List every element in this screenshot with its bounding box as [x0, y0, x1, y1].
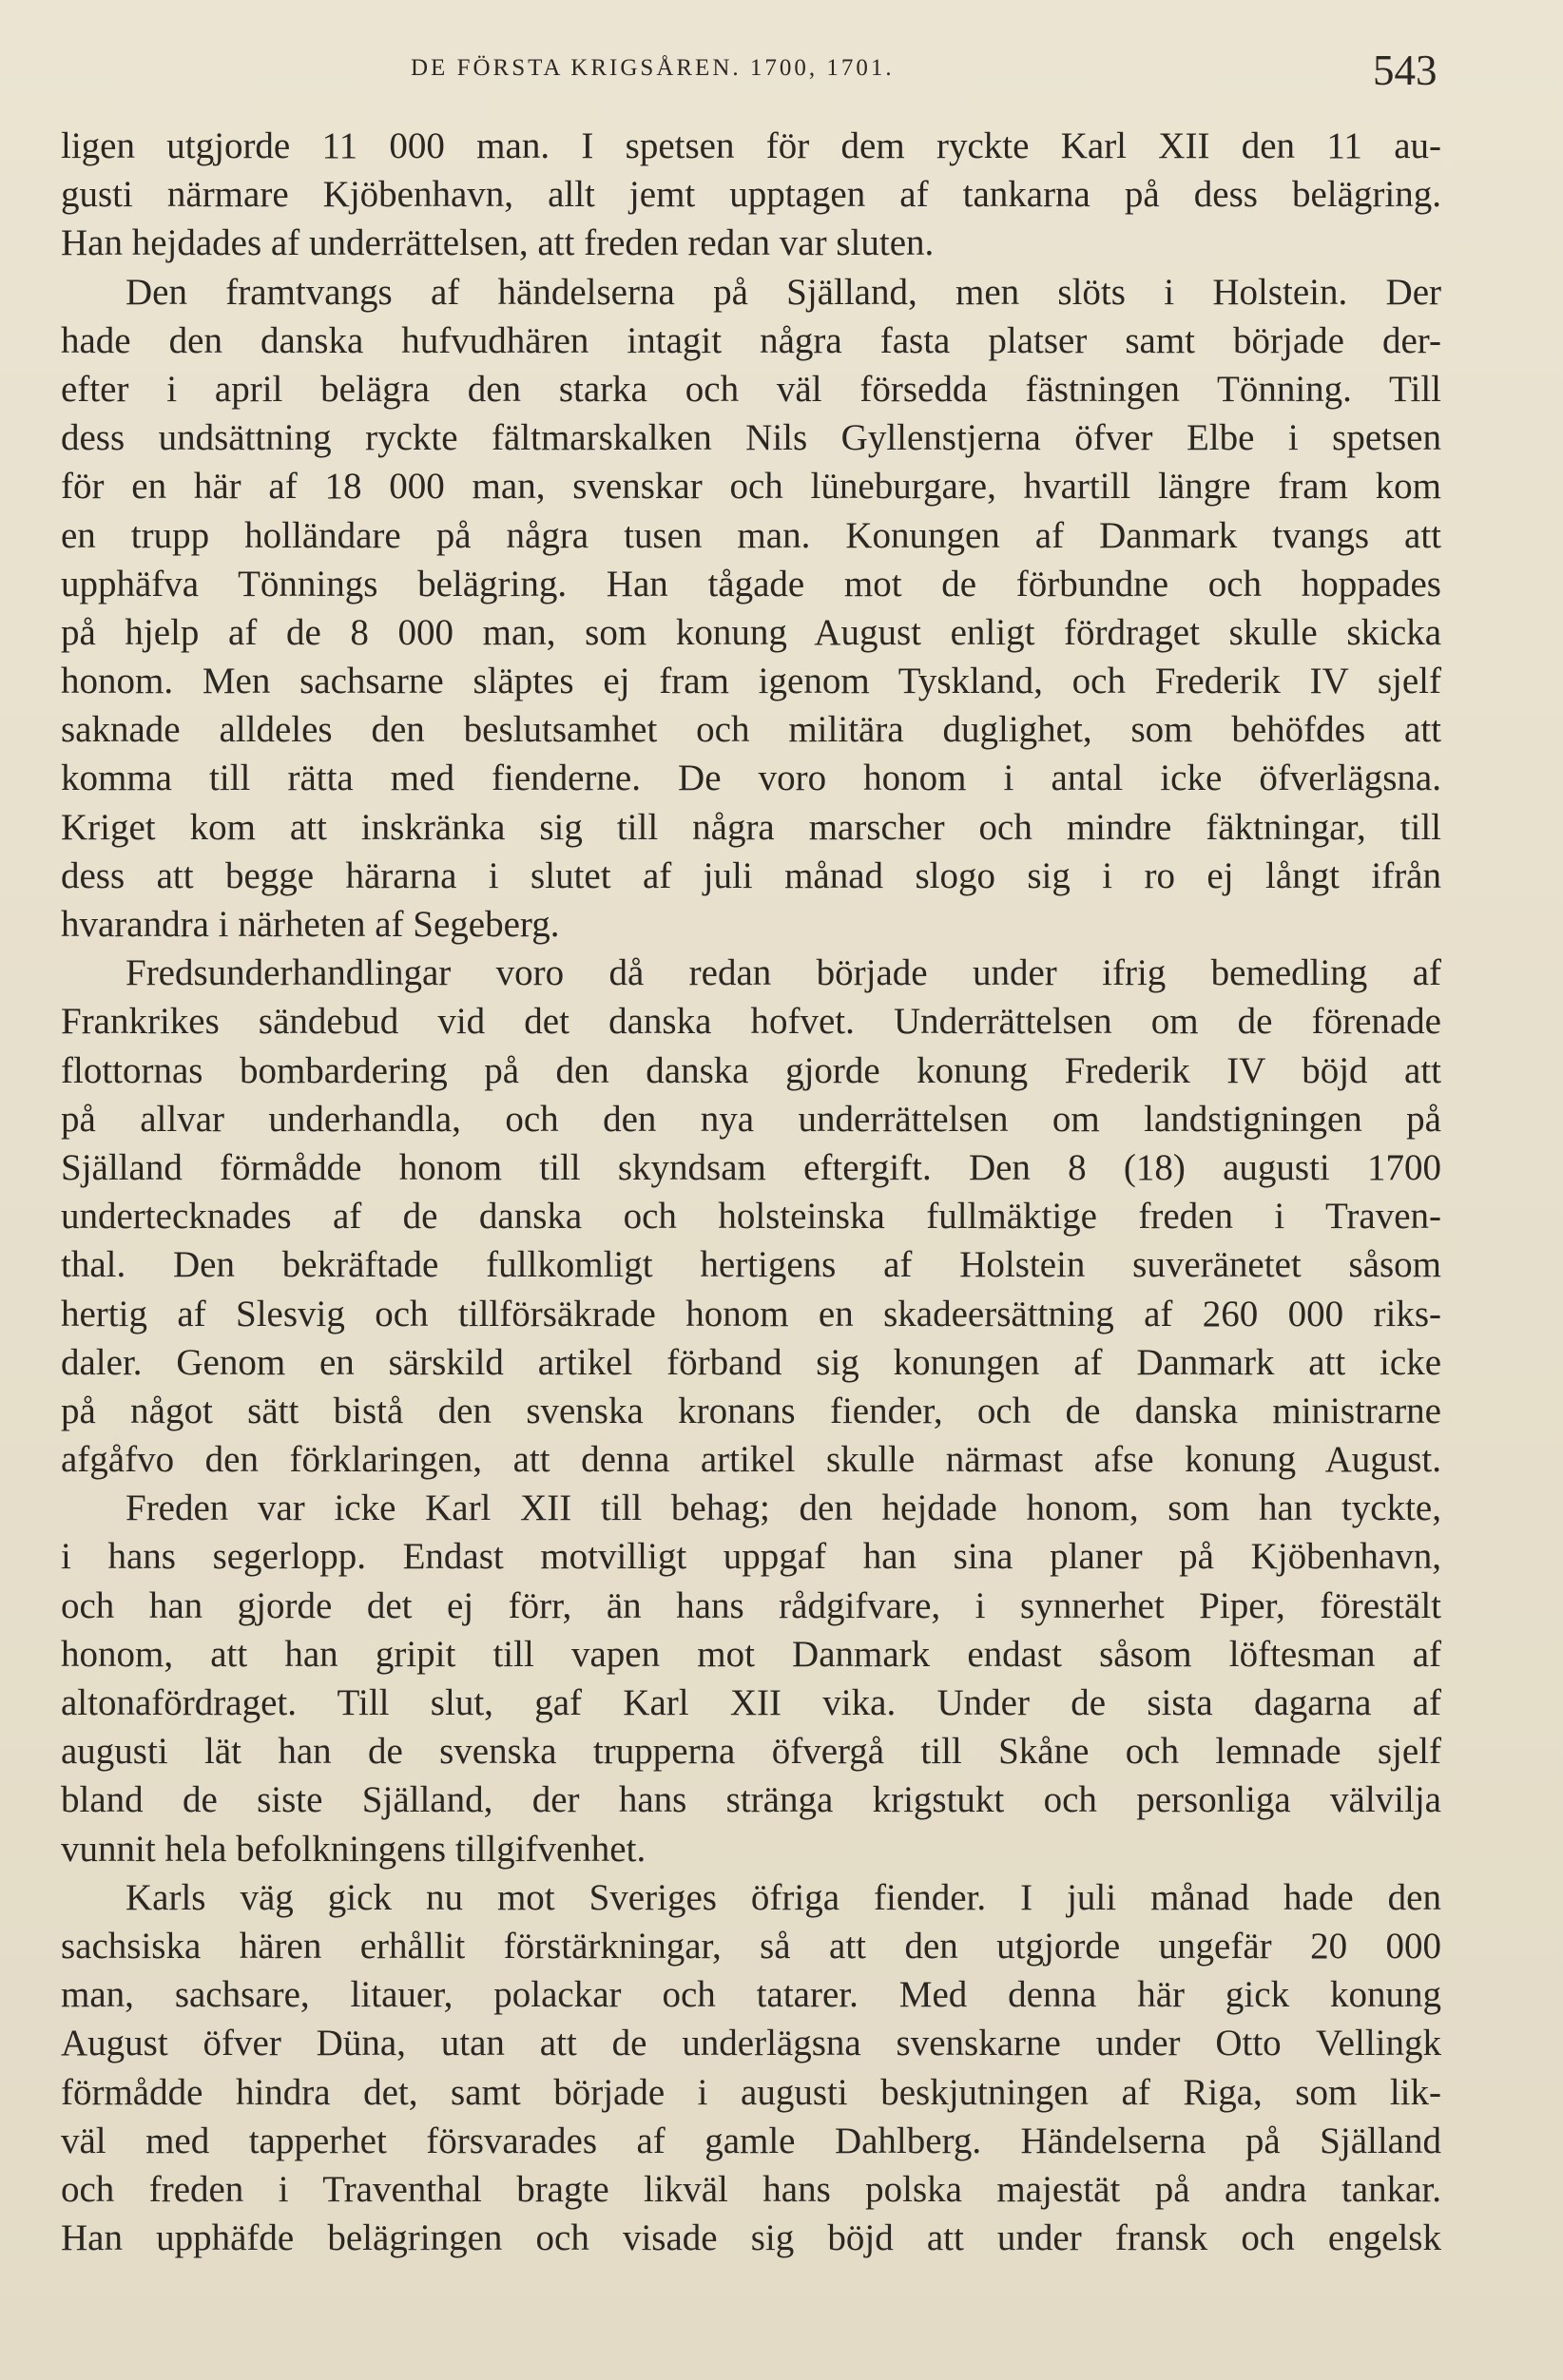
text-line: honom, att han gripit till vapen mot Danmark endast såsom löftesman af: [61, 1633, 1441, 1675]
text-line: sachsiska hären erhållit förstärkningar, så att den utgjorde ungefär 20 000: [61, 1925, 1441, 1967]
text-line: afgåfvo den förklaringen, att denna artikel skulle närmast afse konung August.: [61, 1439, 1441, 1481]
text-line: efter i april belägra den starka och väl försedda fästningen Tönning. Till: [61, 368, 1441, 410]
page-number: 543: [1373, 47, 1438, 94]
text-line: för en här af 18 000 man, svenskar och lüneburgare, hvartill längre fram kom: [61, 466, 1441, 508]
text-line: hade den danska hufvudhären intagit några fasta platser samt började der-: [61, 319, 1441, 361]
text-line: i hans segerlopp. Endast motvilligt uppgaf han sina planer på Kjöbenhavn,: [61, 1536, 1441, 1578]
text-line: Han upphäfde belägringen och visade sig böjd att under fransk och engelsk: [61, 2217, 1441, 2259]
text-line: Den framtvangs af händelserna på Själland, men slöts i Holstein. Der: [125, 271, 1441, 313]
text-line: Frankrikes sändebud vid det danska hofvet. Underrättelsen om de förenade: [61, 1001, 1441, 1043]
text-line: ligen utgjorde 11 000 man. I spetsen för dem ryckte Karl XII den 11 au-: [61, 125, 1441, 166]
text-line: vunnit hela befolkningens tillgifvenhet.: [61, 1828, 646, 1870]
text-line: Själland förmådde honom till skyndsam eftergift. Den 8 (18) augusti 1700: [61, 1146, 1441, 1188]
text-line: dess att begge härarna i slutet af juli månad slogo sig i ro ej långt ifrån: [61, 854, 1441, 896]
text-line: på något sätt bistå den svenska kronans fiender, och de danska ministrarne: [61, 1390, 1441, 1431]
text-line: undertecknades af de danska och holsteinska fullmäktige freden i Traven-: [61, 1196, 1441, 1238]
text-line: saknade alldeles den beslutsamhet och militära duglighet, som behöfdes att: [61, 709, 1441, 751]
text-line: daler. Genom en särskild artikel förband sig konungen af Danmark att icke: [61, 1341, 1441, 1383]
text-line: thal. Den bekräftade fullkomligt hertigens af Holstein suveränetet såsom: [61, 1244, 1441, 1286]
text-line: Fredsunderhandlingar voro då redan började under ifrig bemedling af: [125, 952, 1441, 994]
text-line: på allvar underhandla, och den nya underrättelsen om landstigningen på: [61, 1098, 1441, 1140]
text-line: hvarandra i närheten af Segeberg.: [61, 904, 560, 945]
text-line: man, sachsare, litauer, polackar och tatarer. Med denna här gick konung: [61, 1974, 1441, 2016]
text-line: altonafördraget. Till slut, gaf Karl XII vika. Under de sista dagarna af: [61, 1682, 1441, 1723]
text-line: Kriget kom att inskränka sig till några marscher och mindre fäktningar, till: [61, 806, 1441, 848]
body-text: [61, 122, 1441, 2262]
text-line: August öfver Düna, utan att de underlägsna svenskarne under Otto Vellingk: [61, 2023, 1441, 2064]
text-line: och han gjorde det ej förr, än hans rådgifvare, i synnerhet Piper, förestält: [61, 1584, 1441, 1626]
text-line: hertig af Slesvig och tillförsäkrade honom en skadeersättning af 260 000 riks-: [61, 1293, 1441, 1334]
text-line: och freden i Traventhal bragte likväl hans polska majestät på andra tankar.: [61, 2168, 1441, 2210]
text-line: honom. Men sachsarne släptes ej fram igenom Tyskland, och Frederik IV sjelf: [61, 661, 1441, 702]
text-line: augusti lät han de svenska trupperna öfvergå till Skåne och lemnade sjelf: [61, 1731, 1441, 1773]
text-line: väl med tapperhet försvarades af gamle Dahlberg. Händelserna på Själland: [61, 2120, 1441, 2161]
text-line: Freden var icke Karl XII till behag; den hejdade honom, som han tyckte,: [125, 1488, 1441, 1529]
text-line: på hjelp af de 8 000 man, som konung August enligt fördraget skulle skicka: [61, 611, 1441, 653]
text-line: en trupp holländare på några tusen man. Konungen af Danmark tvangs att: [61, 514, 1441, 556]
text-line: Han hejdades af underrättelsen, att freden redan var sluten.: [61, 222, 935, 264]
text-line: upphäfva Tönnings belägring. Han tågade mot de förbundne och hoppades: [61, 563, 1441, 605]
text-line: Karls väg gick nu mot Sveriges öfriga fiender. I juli månad hade den: [125, 1876, 1441, 1918]
text-line: förmådde hindra det, samt började i augusti beskjutningen af Riga, som lik-: [61, 2071, 1441, 2113]
text-line: dess undsättning ryckte fältmarskalken Nils Gyllenstjerna öfver Elbe i spetsen: [61, 417, 1441, 459]
text-line: gusti närmare Kjöbenhavn, allt jemt upptagen af tankarna på dess belägring.: [61, 174, 1441, 216]
text-line: flottornas bombardering på den danska gjorde konung Frederik IV böjd att: [61, 1049, 1441, 1091]
text-line: komma till rätta med fienderne. De voro honom i antal icke öfverlägsna.: [61, 758, 1441, 799]
running-head: DE FÖRSTA KRIGSÅREN. 1700, 1701.: [411, 55, 895, 81]
text-line: bland de siste Själland, der hans stränga krigstukt och personliga välvilja: [61, 1779, 1441, 1821]
